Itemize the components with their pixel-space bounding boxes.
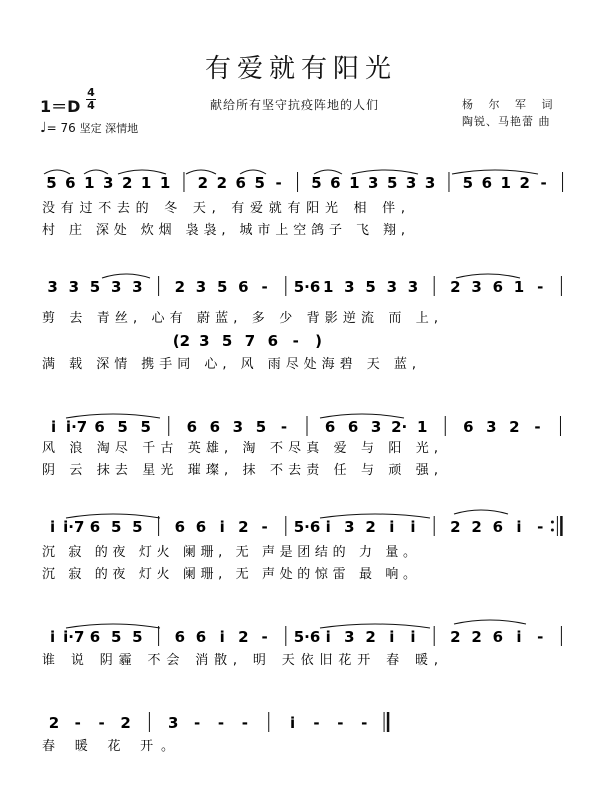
notation-system	[50, 626, 561, 646]
lyric-line: 阴 云 抹去 星光 璀璨, 抹 不去责 任 与 顽 强,	[42, 463, 438, 478]
lyric-line: 春 暖 花 开。	[42, 739, 174, 754]
note: i	[50, 418, 57, 436]
note: i	[219, 628, 225, 646]
lyric-line: 风 浪 淘尽 千古 英雄, 淘 不尽真 爱 与 阳 光,	[42, 441, 438, 456]
note: 6	[324, 418, 336, 436]
tempo-marking: 坚定 深情地	[79, 122, 139, 135]
note: 3	[110, 278, 122, 296]
note: 3	[405, 174, 417, 192]
note: (2	[172, 332, 191, 350]
note: i	[325, 518, 331, 536]
note: 1	[159, 174, 171, 192]
note: 2	[121, 174, 133, 192]
note: 6	[235, 174, 246, 192]
note: 6	[89, 518, 101, 536]
note: 2	[509, 418, 520, 436]
note: 5	[140, 418, 151, 436]
note: 5·6	[293, 628, 321, 646]
note: 5	[365, 278, 376, 296]
notation-system	[49, 712, 388, 732]
lyric-line: 沉 寂 的夜 灯火 阑珊, 无 声是团结的 力 量。	[42, 545, 417, 560]
note: 6	[481, 174, 493, 192]
note: i·7	[63, 518, 85, 536]
slur	[454, 510, 508, 514]
note: 2	[471, 628, 482, 646]
note: 1	[500, 174, 511, 192]
note: i	[219, 518, 225, 536]
note: 5	[46, 174, 57, 192]
note: -	[74, 714, 81, 732]
note: -	[534, 418, 541, 436]
lyric-line: 满 载 深情 携手同 心, 风 雨尽处海碧 天 蓝,	[42, 357, 416, 372]
note: -	[337, 714, 344, 732]
note: 3	[199, 332, 210, 350]
note: 2	[365, 628, 376, 646]
note: -	[261, 518, 268, 536]
note: 5	[110, 518, 122, 536]
note: 6	[267, 332, 279, 350]
note: 5	[311, 174, 322, 192]
lyric-line: 沉 寂 的夜 灯火 阑珊, 无 声处的惊雷 最 响。	[42, 567, 417, 582]
note: 1	[84, 174, 95, 192]
note: 6	[492, 628, 504, 646]
note: -	[241, 714, 248, 732]
notation-system	[50, 516, 561, 536]
slur	[454, 620, 526, 624]
note: i	[325, 628, 331, 646]
lyric-line: 谁 说 阴霾 不会 消散, 明 天依旧花开 春 暖,	[42, 653, 438, 668]
meter-bottom: 4	[87, 99, 95, 112]
note: -	[292, 332, 299, 350]
note: -	[98, 714, 105, 732]
note: -	[194, 714, 201, 732]
note: -	[280, 418, 288, 436]
note: 7	[244, 332, 256, 350]
lyric-line: 没有过不去的 冬 天, 有爱就有阳光 相 伴,	[42, 201, 406, 216]
note: 3	[103, 174, 114, 192]
note: 5	[221, 332, 233, 350]
note: 2	[48, 714, 60, 732]
slur	[102, 274, 150, 278]
note: 6	[463, 418, 474, 436]
note: 5	[216, 278, 228, 296]
note: 5·6	[293, 518, 321, 536]
note: 6	[492, 518, 504, 536]
note: 2	[519, 174, 530, 192]
note: 1	[322, 278, 334, 296]
note: -	[537, 628, 544, 646]
dedication: 献给所有坚守抗疫阵地的人们	[210, 98, 380, 112]
note: -	[537, 518, 544, 536]
note: 3	[486, 418, 497, 436]
note: 2	[120, 714, 131, 732]
lyric-line: 村 庄 深处 炊烟 袅袅, 城市上空鸽子 飞 翔,	[42, 223, 405, 238]
note: 6	[195, 628, 207, 646]
note: 3	[344, 518, 355, 536]
note: i·7	[65, 418, 88, 436]
note: 5	[462, 174, 474, 192]
note: 6	[492, 278, 504, 296]
note: i	[50, 518, 56, 536]
note: 2	[365, 518, 376, 536]
notation-system	[51, 416, 561, 436]
note: 5	[132, 628, 143, 646]
note: 3	[386, 278, 398, 296]
notation-system	[173, 332, 322, 350]
note: 6	[94, 418, 105, 436]
note: 3	[132, 278, 143, 296]
note: 6	[89, 628, 101, 646]
note: )	[315, 332, 323, 350]
note: -	[540, 174, 547, 192]
tempo-value: = 76	[46, 121, 76, 135]
note: -	[217, 714, 225, 732]
meter-top: 4	[87, 86, 95, 99]
note: 1	[349, 174, 360, 192]
note: i	[50, 628, 56, 646]
note: 6	[195, 518, 207, 536]
note: 3	[168, 714, 179, 732]
composer-credit: 陶锐、马艳蕾 曲	[462, 115, 551, 128]
note: i·7	[63, 628, 85, 646]
note: -	[313, 714, 320, 732]
note: 6	[174, 628, 186, 646]
note: 2	[450, 628, 461, 646]
song-title: 有爱就有阳光	[204, 54, 397, 84]
note: -	[361, 714, 368, 732]
note: 2	[450, 278, 461, 296]
note: 2·	[391, 418, 408, 436]
note: 6	[330, 174, 341, 192]
note: 2	[471, 518, 482, 536]
note: 5·6	[293, 278, 321, 296]
note: 3	[68, 278, 80, 296]
note: 5	[89, 278, 101, 296]
note: 6	[174, 518, 186, 536]
note: 6	[65, 174, 76, 192]
note: i	[389, 628, 395, 646]
note: 5	[254, 174, 265, 192]
note: 2	[174, 278, 186, 296]
note: 3	[344, 278, 355, 296]
note: 2	[197, 174, 209, 192]
note: 5	[117, 418, 128, 436]
note: i	[516, 628, 522, 646]
note: 5	[132, 518, 143, 536]
note: 5	[386, 174, 398, 192]
note: 5	[110, 628, 122, 646]
note: 6	[209, 418, 221, 436]
note: -	[537, 278, 544, 296]
slur	[456, 274, 520, 278]
note: 3	[471, 278, 482, 296]
note: 3	[232, 418, 244, 436]
note: 2	[238, 518, 249, 536]
note: 2	[216, 174, 228, 192]
note: 2	[238, 628, 249, 646]
note: 3	[368, 174, 379, 192]
note: -	[261, 628, 268, 646]
note: 6	[238, 278, 249, 296]
note: 5	[255, 418, 267, 436]
notation-system	[47, 276, 561, 296]
lyricist-credit: 杨 尔 军 词	[462, 98, 559, 111]
notation-system	[46, 172, 562, 192]
quarter-note-icon: ♩	[40, 120, 47, 136]
note: i	[410, 628, 416, 646]
note: 6	[186, 418, 198, 436]
note: i	[516, 518, 522, 536]
note: 3	[407, 278, 419, 296]
note: 3	[47, 278, 58, 296]
note: 3	[424, 174, 436, 192]
note: 1	[416, 418, 428, 436]
note: 3	[344, 628, 355, 646]
note: 6	[347, 418, 359, 436]
repeat-dot	[551, 521, 554, 524]
note: i	[389, 518, 395, 536]
note: -	[275, 174, 282, 192]
note: i	[410, 518, 416, 536]
lyric-line: 剪 去 青丝, 心有 蔚蓝, 多 少 背影逆流 而 上,	[42, 311, 438, 326]
note: 2	[450, 518, 461, 536]
note: -	[261, 278, 268, 296]
note: 3	[370, 418, 382, 436]
note: i	[290, 714, 296, 732]
key-signature: 1＝D	[40, 97, 81, 116]
note: 1	[140, 174, 152, 192]
repeat-dot	[551, 529, 554, 532]
note: 3	[195, 278, 207, 296]
note: 1	[513, 278, 525, 296]
